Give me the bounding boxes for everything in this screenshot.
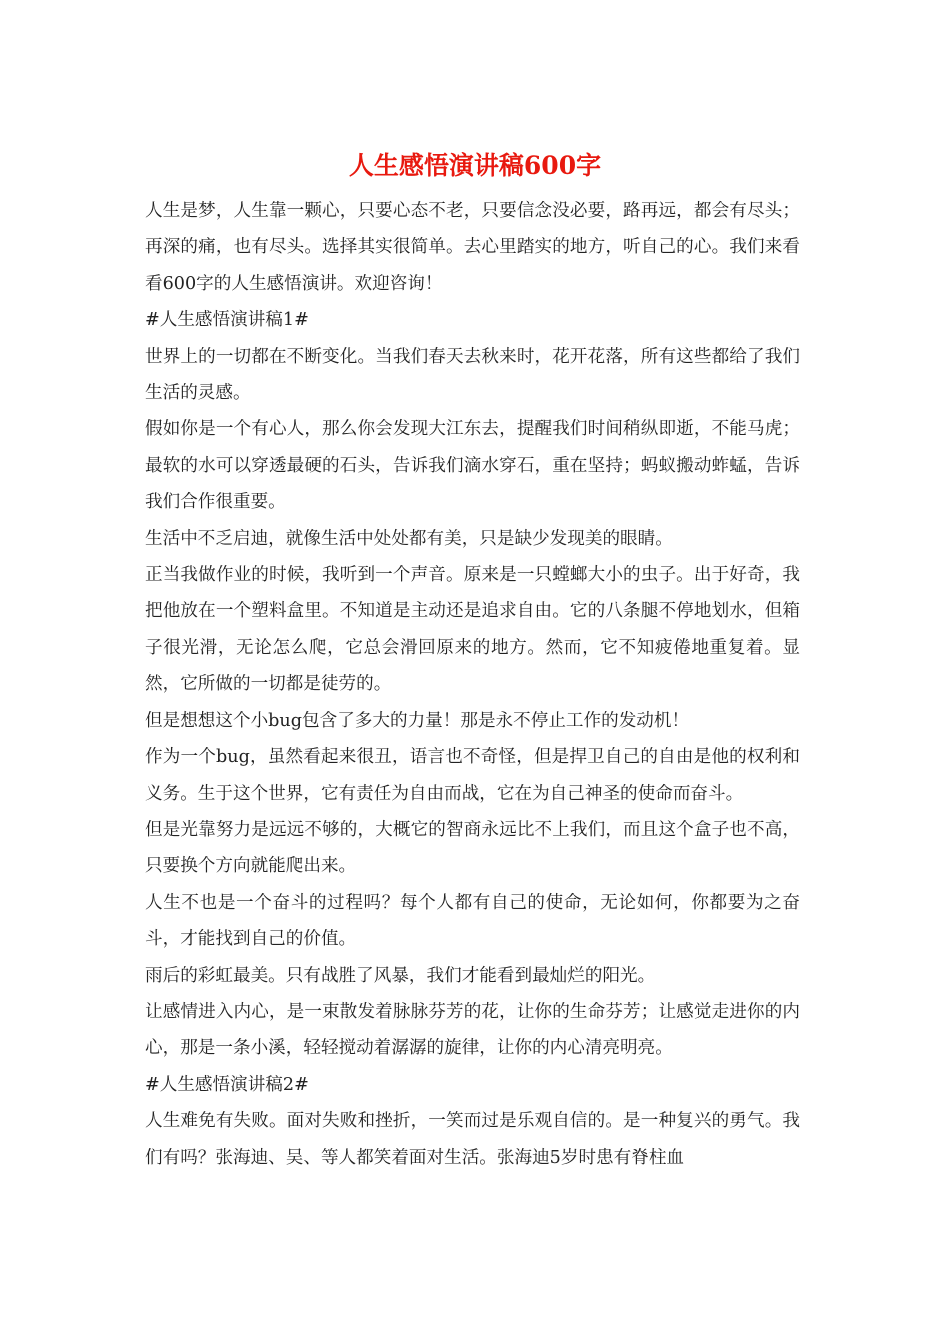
paragraph: 假如你是一个有心人，那么你会发现大江东去，提醒我们时间稍纵即逝，不能马虎；最软的水可以穿透最硬的石头，告诉我们滴水穿石，重在坚持；蚂蚁搬动蚱蜢，告诉我们合作很重要。 xyxy=(145,419,800,513)
paragraph: 雨后的彩虹最美。只有战胜了风暴，我们才能看到最灿烂的阳光。 xyxy=(145,965,656,986)
paragraph-intro: 人生是梦，人生靠一颗心，只要心态不老，只要信念没必要，路再远，都会有尽头；再深的痛，也有尽头。选择其实很简单。去心里踏实的地方，听自己的心。我们来看看600字的人生感悟演讲。欢迎咨询！ xyxy=(145,201,800,294)
paragraph: 人生难免有失败。面对失败和挫折，一笑而过是乐观自信的。是一种复兴的勇气。我们有吗？张海迪、吴、等人都笑着面对生活。张海迪5岁时患有脊柱血 xyxy=(145,1111,800,1168)
paragraph: 但是想想这个小bug包含了多大的力量！那是永不停止工作的发动机！ xyxy=(145,710,690,731)
paragraph: 作为一个bug，虽然看起来很丑，语言也不奇怪，但是捍卫自己的自由是他的权利和义务。生于这个世界，它有责任为自由而战，它在为自己神圣的使命而奋斗。 xyxy=(145,747,800,804)
paragraph: 世界上的一切都在不断变化。当我们春天去秋来时，花开花落，所有这些都给了我们生活的灵感。 xyxy=(145,346,800,404)
document-body xyxy=(145,193,800,1176)
document-title: 人生感悟演讲稿600字 xyxy=(348,151,602,180)
paragraph: 但是光靠努力是远远不够的，大概它的智商永远比不上我们，而且这个盒子也不高，只要换个方向就能爬出来。 xyxy=(145,819,800,877)
paragraph: 正当我做作业的时候，我听到一个声音。原来是一只螳螂大小的虫子。出于好奇，我把他放在一个塑料盒里。不知道是主动还是追求自由。它的八条腿不停地划水，但箱子很光滑，无论怎么爬，它总会滑回原来的地方。然而，它不知疲倦地重复着。显然，它所做的一切都是徒劳的。 xyxy=(145,565,800,695)
section-heading-1: #人生感悟演讲稿1# xyxy=(145,310,309,331)
paragraph: 让感情进入内心，是一束散发着脉脉芬芳的花，让你的生命芬芳；让感觉走进你的内心，那是一条小溪，轻轻搅动着潺潺的旋律，让你的内心清亮明亮。 xyxy=(145,1001,800,1059)
paragraph: 生活中不乏启迪，就像生活中处处都有美，只是缺少发现美的眼睛。 xyxy=(145,528,673,549)
paragraph: 人生不也是一个奋斗的过程吗？每个人都有自己的使命，无论如何，你都要为之奋斗，才能找到自己的价值。 xyxy=(145,892,800,950)
section-heading-2: #人生感悟演讲稿2# xyxy=(145,1074,309,1095)
